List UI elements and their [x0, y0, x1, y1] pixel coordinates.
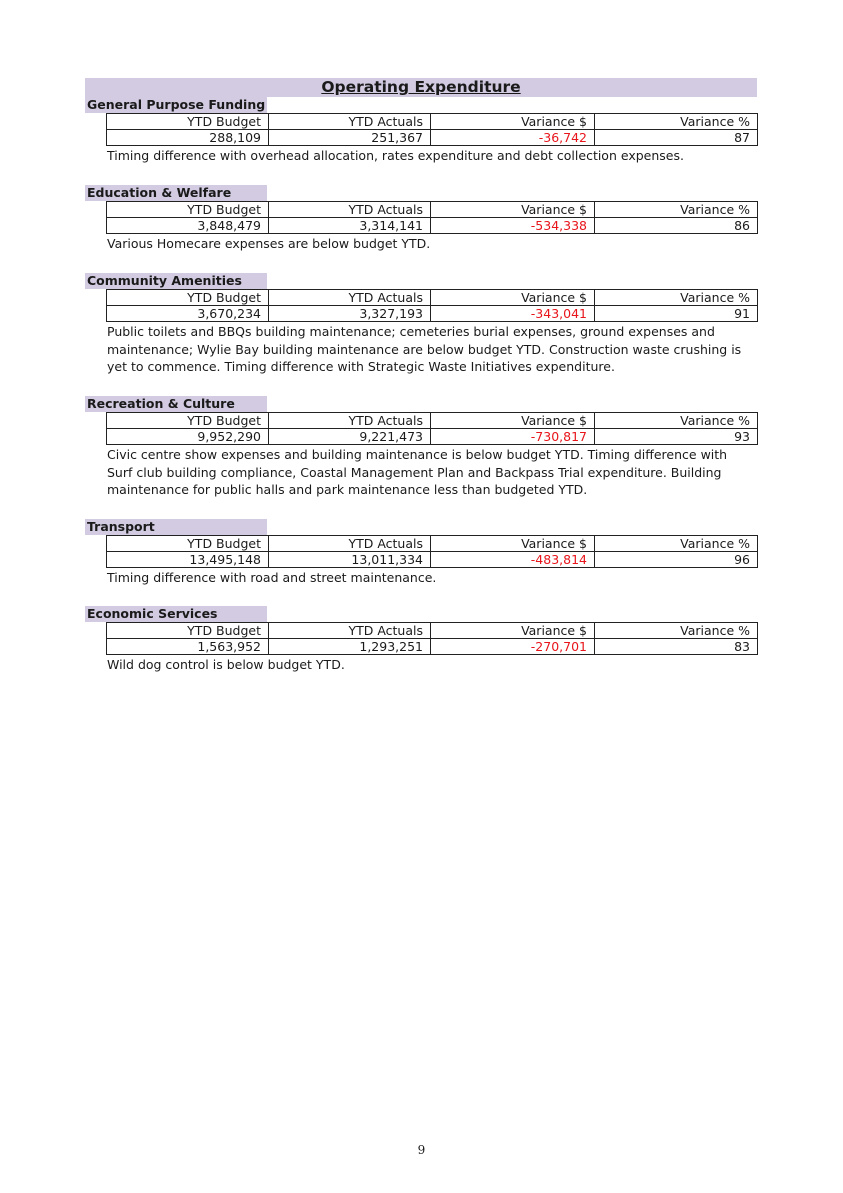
section-heading: Community Amenities: [85, 273, 267, 289]
table-header-row: [107, 202, 758, 218]
figures-table: [106, 412, 758, 445]
header-ytd-budget: YTD Budget: [107, 536, 269, 552]
header-ytd-actuals: YTD Actuals: [269, 202, 431, 218]
section-heading: Recreation & Culture: [85, 396, 267, 412]
figures-table: [106, 201, 758, 234]
section-recreation-culture: [85, 396, 757, 499]
header-variance-percent: Variance %: [595, 114, 758, 130]
table-row: [107, 306, 758, 322]
figures-table: [106, 289, 758, 322]
section-comment: Wild dog control is below budget YTD.: [107, 657, 345, 672]
table-row: [107, 429, 758, 445]
table-header-row: [107, 536, 758, 552]
header-variance-percent: Variance %: [595, 290, 758, 306]
table-header-row: [107, 623, 758, 639]
header-variance-dollar: Variance $: [431, 413, 595, 429]
header-ytd-budget: YTD Budget: [107, 413, 269, 429]
ytd-actuals-value: 9,221,473: [269, 429, 431, 445]
table-row: [107, 218, 758, 234]
table-header-row: [107, 290, 758, 306]
variance-dollar-value: -534,338: [431, 218, 595, 234]
section-heading: Education & Welfare: [85, 185, 267, 201]
variance-dollar-value: -270,701: [431, 639, 595, 655]
section-heading: Transport: [85, 519, 267, 535]
ytd-budget-value: 3,848,479: [107, 218, 269, 234]
ytd-actuals-value: 3,314,141: [269, 218, 431, 234]
section-comment: Public toilets and BBQs building maintenance; cemeteries burial expenses, ground expenses and maintenance; Wylie Bay building maintenance are below budget YTD. Construction waste crushing is yet to commence. Timing difference with Strategic Waste Initiatives expenditure.: [107, 324, 742, 374]
figures-table: [106, 113, 758, 146]
header-ytd-actuals: YTD Actuals: [269, 623, 431, 639]
header-variance-dollar: Variance $: [431, 202, 595, 218]
page-number: 9: [417, 1143, 426, 1157]
header-ytd-budget: YTD Budget: [107, 202, 269, 218]
ytd-budget-value: 1,563,952: [107, 639, 269, 655]
ytd-actuals-value: 13,011,334: [269, 552, 431, 568]
header-variance-dollar: Variance $: [431, 290, 595, 306]
ytd-actuals-value: 3,327,193: [269, 306, 431, 322]
header-variance-dollar: Variance $: [431, 114, 595, 130]
table-header-row: [107, 413, 758, 429]
section-community-amenities: [85, 273, 757, 376]
header-ytd-actuals: YTD Actuals: [269, 114, 431, 130]
section-heading: Economic Services: [85, 606, 267, 622]
header-ytd-actuals: YTD Actuals: [269, 290, 431, 306]
variance-percent-value: 96: [595, 552, 758, 568]
table-row: [107, 130, 758, 146]
section-transport: [85, 519, 757, 587]
header-ytd-budget: YTD Budget: [107, 290, 269, 306]
section-economic-services: [85, 606, 757, 674]
table-row: [107, 552, 758, 568]
figures-table: [106, 535, 758, 568]
ytd-actuals-value: 1,293,251: [269, 639, 431, 655]
header-ytd-actuals: YTD Actuals: [269, 413, 431, 429]
header-variance-dollar: Variance $: [431, 536, 595, 552]
header-variance-dollar: Variance $: [431, 623, 595, 639]
ytd-budget-value: 13,495,148: [107, 552, 269, 568]
section-general-purpose-funding: [85, 97, 757, 165]
ytd-budget-value: 288,109: [107, 130, 269, 146]
header-ytd-budget: YTD Budget: [107, 623, 269, 639]
section-comment: Timing difference with overhead allocation, rates expenditure and debt collection expenses.: [107, 148, 684, 163]
section-education-welfare: [85, 185, 757, 253]
variance-dollar-value: -36,742: [431, 130, 595, 146]
header-ytd-actuals: YTD Actuals: [269, 536, 431, 552]
section-comment: Timing difference with road and street maintenance.: [107, 570, 437, 585]
page-title: Operating Expenditure: [85, 78, 757, 97]
header-ytd-budget: YTD Budget: [107, 114, 269, 130]
header-variance-percent: Variance %: [595, 536, 758, 552]
section-heading: General Purpose Funding: [87, 97, 266, 112]
variance-percent-value: 87: [595, 130, 758, 146]
ytd-budget-value: 3,670,234: [107, 306, 269, 322]
table-row: [107, 639, 758, 655]
ytd-budget-value: 9,952,290: [107, 429, 269, 445]
header-variance-percent: Variance %: [595, 202, 758, 218]
variance-dollar-value: -730,817: [431, 429, 595, 445]
header-variance-percent: Variance %: [595, 623, 758, 639]
variance-percent-value: 86: [595, 218, 758, 234]
variance-percent-value: 83: [595, 639, 758, 655]
header-variance-percent: Variance %: [595, 413, 758, 429]
variance-percent-value: 91: [595, 306, 758, 322]
ytd-actuals-value: 251,367: [269, 130, 431, 146]
section-comment: Various Homecare expenses are below budget YTD.: [107, 236, 431, 251]
section-comment: Civic centre show expenses and building maintenance is below budget YTD. Timing difference with Surf club building compliance, Coastal Management Plan and Backpass Trial expenditure. Building maintenance for public halls and park maintenance less than budgeted YTD.: [107, 447, 728, 497]
variance-percent-value: 93: [595, 429, 758, 445]
variance-dollar-value: -483,814: [431, 552, 595, 568]
table-header-row: [107, 114, 758, 130]
figures-table: [106, 622, 758, 655]
variance-dollar-value: -343,041: [431, 306, 595, 322]
